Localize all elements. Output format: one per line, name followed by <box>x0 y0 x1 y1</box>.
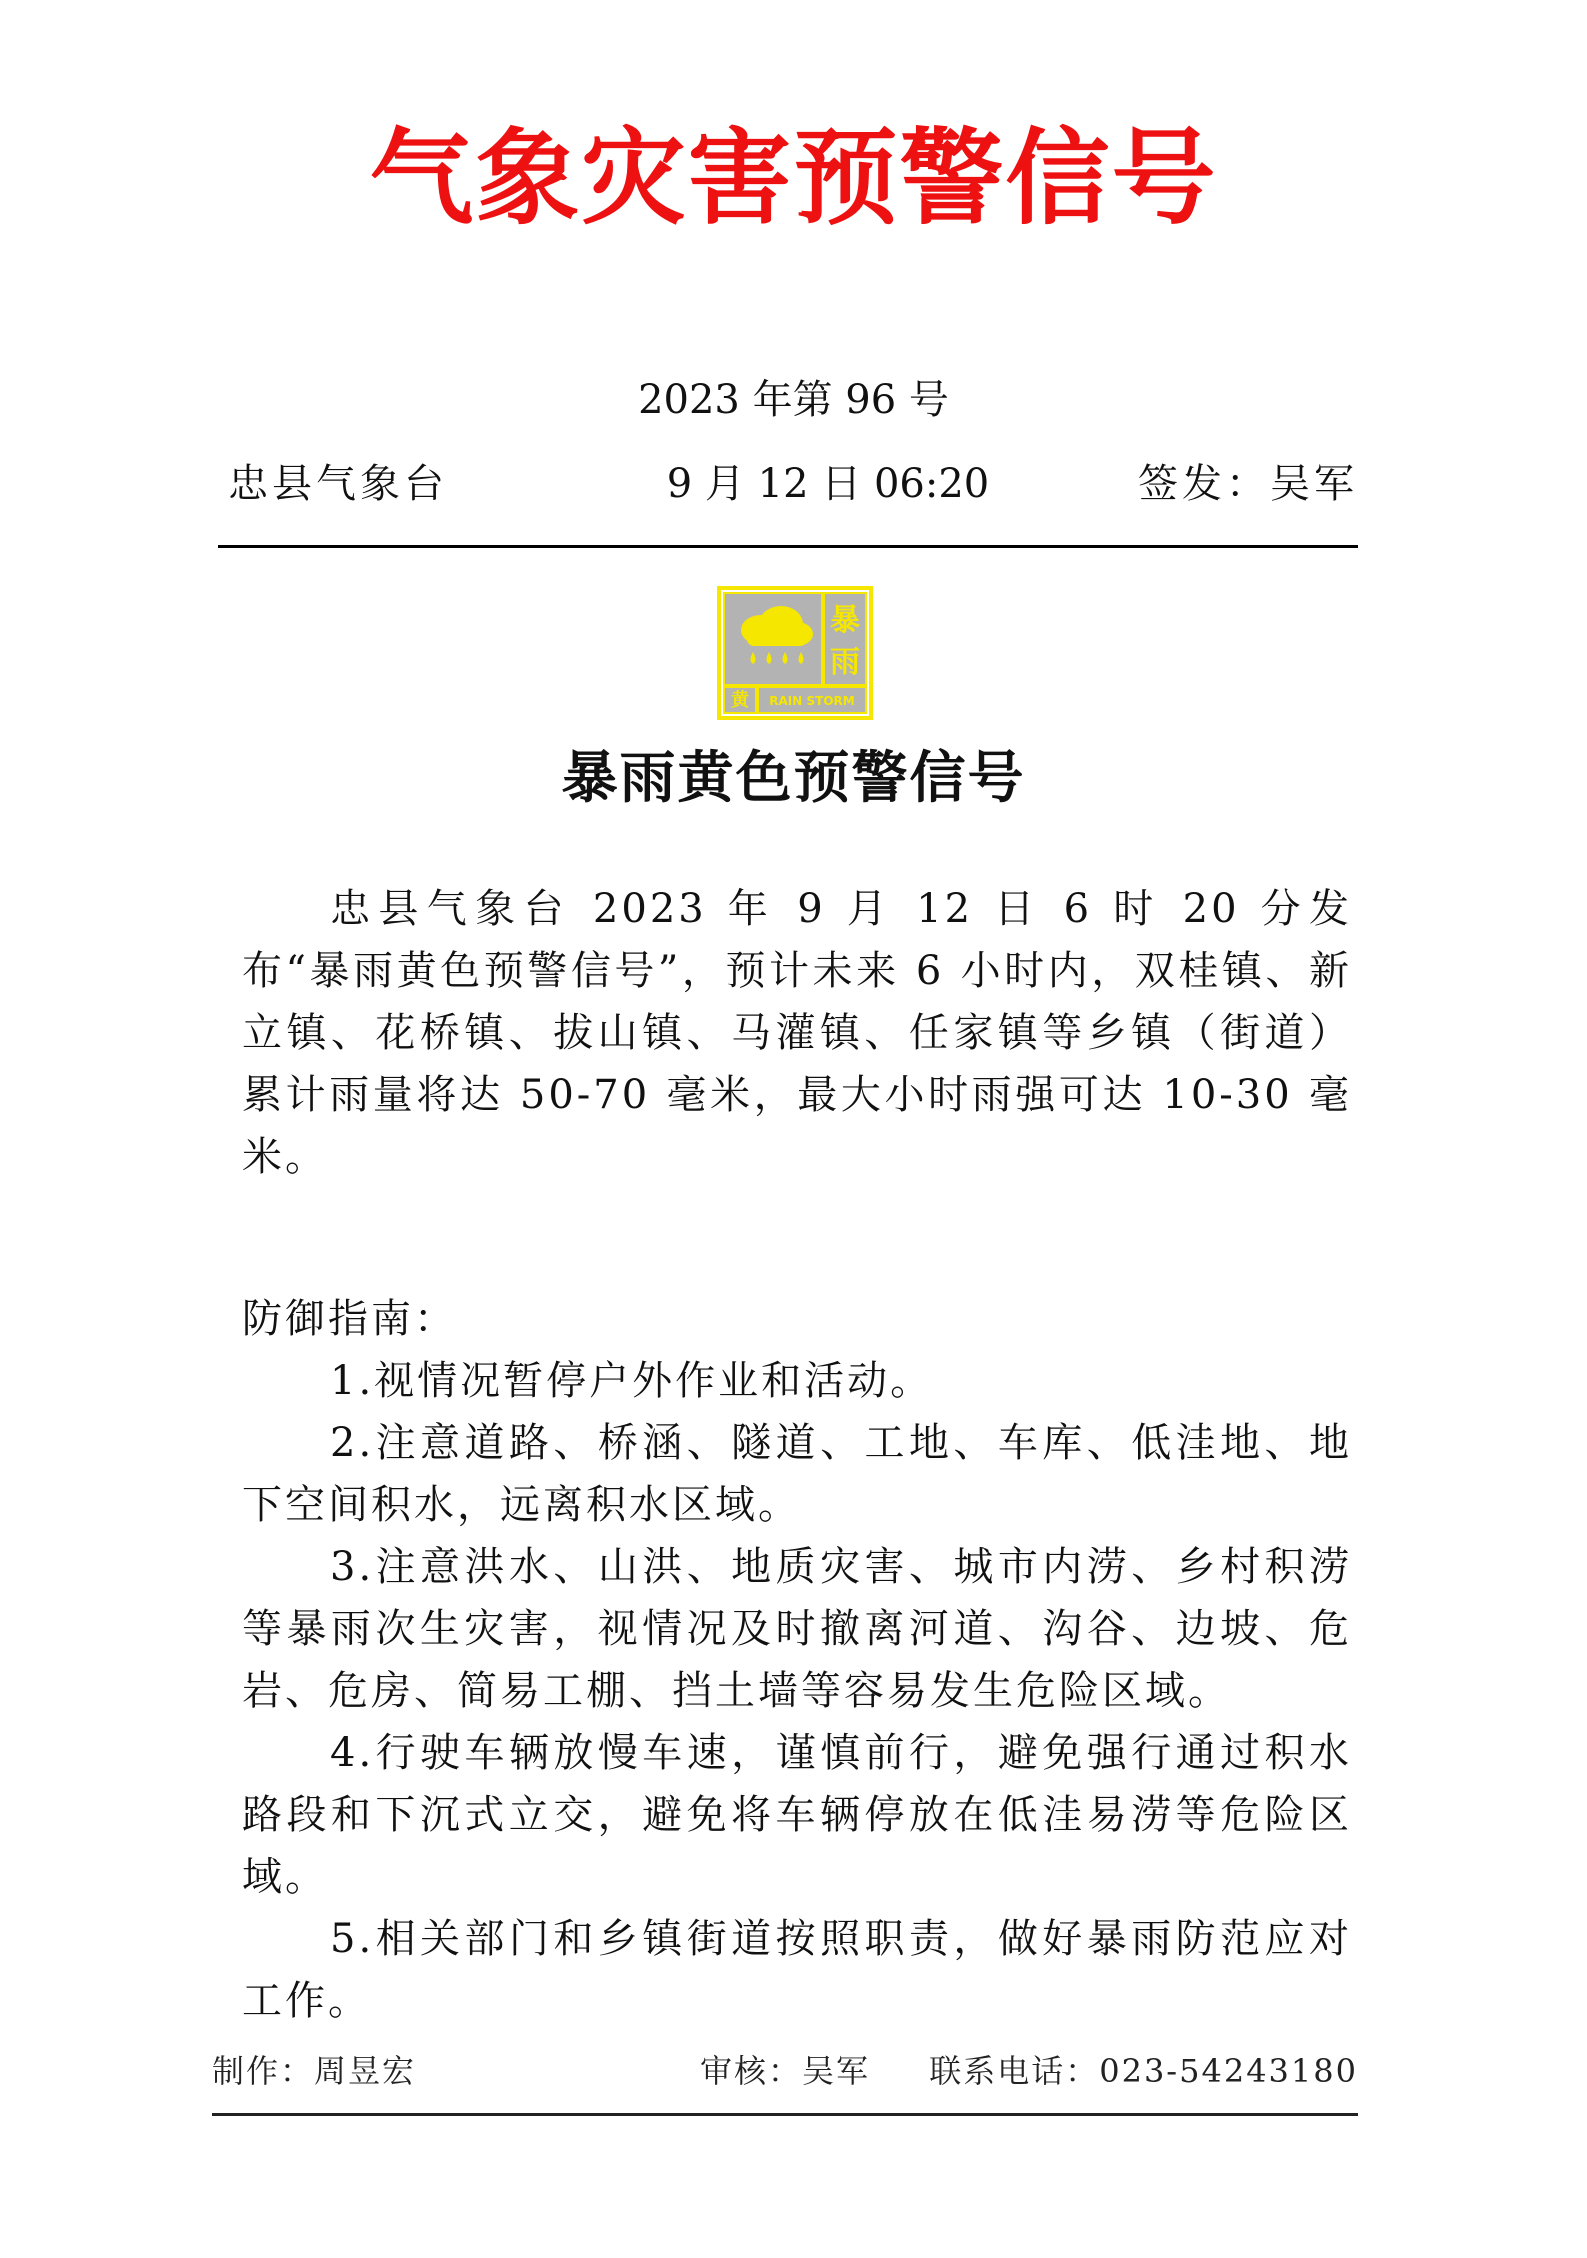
footer-divider <box>212 2113 1358 2116</box>
guide-item: 3.注意洪水、山洪、地质灾害、城市内涝、乡村积涝等暴雨次生灾害，视情况及时撤离河道、沟谷、边坡、危岩、危房、简易工棚、挡土墙等容易发生危险区域。 <box>242 1544 1352 1714</box>
footer-reviewer: 审核：吴军 <box>700 2052 871 2090</box>
issue-meta-row <box>228 456 1358 512</box>
guide-item: 2.注意道路、桥涵、隧道、工地、车库、低洼地、地下空间积水，远离积水区域。 <box>242 1420 1352 1528</box>
document-title: 气象灾害预警信号 <box>369 116 1218 239</box>
signer: 签发：吴军 <box>1138 461 1358 507</box>
footer-maker: 制作：周昱宏 <box>212 2052 417 2090</box>
icon-char-bottom: 雨 <box>830 645 860 680</box>
issuer: 忠县气象台 <box>228 461 448 507</box>
guide-item: 4.行驶车辆放慢车速，谨慎前行，避免强行通过积水路段和下沉式立交，避免将车辆停放在低洼易涝等危险区域。 <box>242 1730 1352 1900</box>
icon-char-top: 暴 <box>830 603 860 638</box>
document-body <box>242 878 1352 2032</box>
issue-datetime: 9 月 12 日 06:20 <box>666 461 990 507</box>
header-divider <box>218 545 1358 548</box>
guide-heading: 防御指南： <box>242 1296 457 1342</box>
icon-english-label: RAIN STORM <box>769 694 855 708</box>
guide-item: 5.相关部门和乡镇街道按照职责，做好暴雨防范应对工作。 <box>242 1916 1352 2024</box>
icon-badge-char: 黄 <box>731 690 749 711</box>
footer-row <box>212 2048 1358 2094</box>
paragraph-spacer <box>242 1188 1352 1288</box>
footer-contact: 联系电话：023-54243180 <box>929 2052 1358 2090</box>
signal-title: 暴雨黄色预警信号 <box>561 745 1026 811</box>
document-number: 2023 年第 96 号 <box>638 377 949 423</box>
guide-item: 1.视情况暂停户外作业和活动。 <box>330 1358 934 1404</box>
summary-paragraph: 忠县气象台 2023 年 9 月 12 日 6 时 20 分发布“暴雨黄色预警信号”，预计未来 6 小时内，双桂镇、新立镇、花桥镇、拔山镇、马灌镇、任家镇等乡镇（街道）累计雨量将达 50-70 毫米，最大小时雨强可达 10-30 毫米。 <box>242 886 1352 1180</box>
rainstorm-yellow-warning-icon <box>717 586 873 720</box>
